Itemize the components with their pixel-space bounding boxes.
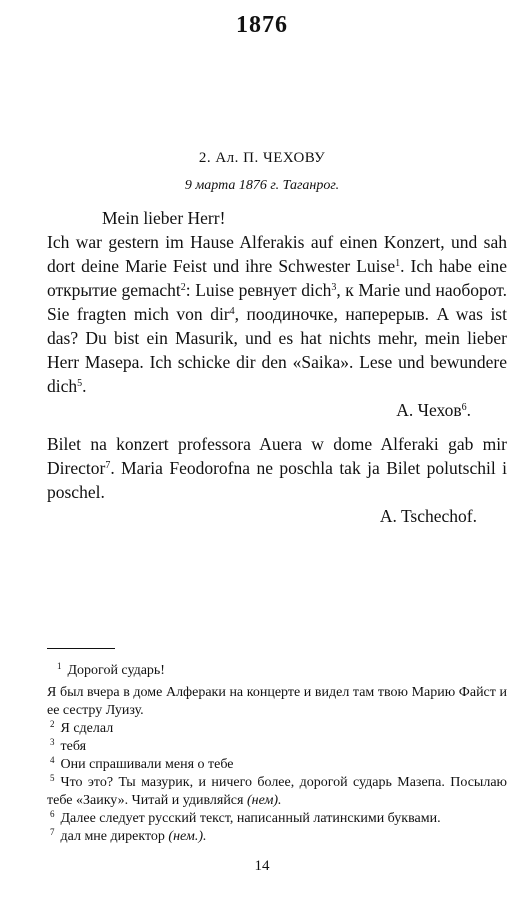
letter-sentence: : Luise ревнует dich <box>185 280 332 300</box>
footnote-number: 4 <box>50 755 55 765</box>
letter-text <box>47 206 507 528</box>
footnote-text: тебя <box>60 739 87 754</box>
footnote-text: Я сделал <box>60 721 114 736</box>
letter-sentence: . <box>82 376 87 396</box>
letter-paragraph <box>47 230 507 398</box>
footnote-ref: 4 <box>229 306 235 317</box>
signature-russian: А. Чехов$^6$. <box>396 400 471 420</box>
postscript-paragraph <box>47 432 507 504</box>
footnote-2 <box>47 720 507 738</box>
letter-sentence: Ich war gestern im Hause Alferakis auf einen Konzert, und sah dort deine Marie Feist und ihre Schwester Luise <box>47 232 507 276</box>
footnote-ref: 1 <box>395 258 401 269</box>
letter-sentence: , к Marie und наоборот. Sie fragten mich von dir <box>47 280 507 324</box>
signature-text: А. Чехов <box>396 400 462 420</box>
footnote-language-note: (нем). <box>246 793 282 808</box>
footnote-ref: 7 <box>105 460 111 471</box>
postscript-sentence: . Maria Feodorofna ne poschla tak ja Bilet polutschil i poschel. <box>47 458 507 502</box>
footnote-divider <box>47 648 115 649</box>
footnote-1-continuation: Я был вчера в доме Алфераки на концерте и видел там твою Марию Файст и ее сестру Луизу. <box>47 685 507 718</box>
footnote-text: Дорогой сударь! <box>67 663 165 678</box>
footnote-number: 6 <box>50 809 55 819</box>
footnote-ref: 2 <box>180 282 186 293</box>
footnote-5 <box>47 774 507 810</box>
footnote-ref: 6 <box>461 402 467 413</box>
letter-heading: 2. Ал. П. ЧЕХОВУ <box>198 150 326 166</box>
footnote-text: Далее следует русский текст, написанный латинскими буквами. <box>60 811 441 826</box>
footnote-number: 7 <box>50 827 55 837</box>
footnote-4 <box>47 756 507 774</box>
footnote-text: Они спрашивали меня о тебе <box>60 757 234 772</box>
page-year-header: 1876 <box>236 12 288 38</box>
footnote-6 <box>47 810 507 828</box>
footnotes <box>47 662 507 846</box>
salutation: Mein lieber Herr! <box>102 208 226 228</box>
footnote-number: 1 <box>57 661 62 671</box>
footnote-number: 2 <box>50 719 55 729</box>
footnote-7 <box>47 828 507 846</box>
signature-latin: A. Tschechof. <box>379 506 477 526</box>
footnote-language-note: (нем.). <box>168 829 207 844</box>
footnote-text: Что это? Ты мазурик, и ничего более, дорогой сударь Мазепа. Посылаю тебе «Заику». Читай и удивляйся <box>47 775 507 808</box>
footnote-number: 5 <box>50 773 55 783</box>
footnote-1 <box>47 662 507 680</box>
footnote-number: 3 <box>50 737 55 747</box>
letter-dateline: 9 марта 1876 г. Таганрог. <box>184 178 340 193</box>
footnote-ref: 5 <box>77 378 83 389</box>
footnote-text: дал мне директор <box>60 829 169 844</box>
footnote-3 <box>47 738 507 756</box>
page-number: 14 <box>254 858 270 874</box>
letter-sentence: . Ich habe eine открытие gemacht <box>47 256 508 300</box>
footnote-ref: 3 <box>331 282 337 293</box>
postscript-sentence: Bilet na konzert professora Auera w dome Alferaki gab mir Director <box>47 434 507 478</box>
letter-sentence: , поодиночке, наперерыв. A was ist das? Du bist ein Masurik, und es hat nichts mehr, mein lieber Herr Masepa. Ich schicke dir den «Saika». Lese und bewundere dich <box>47 304 507 396</box>
